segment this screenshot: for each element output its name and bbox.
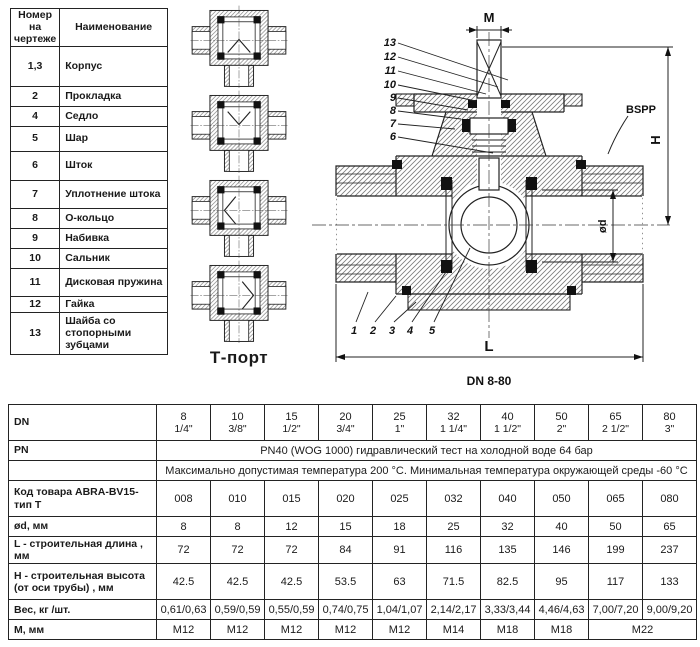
svg-text:8: 8 <box>389 105 396 117</box>
specs-row-thread: М, мм М12 М12 М12 М12 М12 М14 М18 М18 М22 <box>9 620 697 640</box>
specs-row-weight: Вес, кг /шт. 0,61/0,63 0,59/0,59 0,55/0,59 0,74/0,75 1,04/1,07 2,14/2,17 3,33/3,44 4,46/4,63 7,00/7,20 9,00/9,20 <box>9 600 697 620</box>
parts-row: 7 Уплотнение штока <box>11 181 168 209</box>
parts-row: 5 Шар <box>11 127 168 152</box>
thread-standard-label: BSPP <box>626 104 656 116</box>
parts-header-row <box>11 9 168 47</box>
specs-table <box>8 404 697 640</box>
dim-label-od: ød <box>597 219 609 233</box>
svg-text:3: 3 <box>388 325 396 337</box>
parts-row: 13 Шайба со стопорными зубцами <box>11 313 168 355</box>
specs-row-pn: PN PN40 (WOG 1000) гидравлический тест на холодной воде 64 бар <box>9 441 697 461</box>
t-port-diagram-4 <box>181 259 297 343</box>
svg-text:12: 12 <box>383 51 396 63</box>
dim-label-l: L <box>484 338 494 355</box>
specs-row-temp: Максимально допустимая температура 200 °C. Минимальная температура окружающей среды -60 °C <box>9 461 697 481</box>
svg-text:2: 2 <box>369 325 377 337</box>
t-port-diagram-2 <box>181 89 297 173</box>
parts-row: 4 Седло <box>11 107 168 127</box>
parts-row: 10 Сальник <box>11 249 168 269</box>
svg-text:4: 4 <box>406 325 414 337</box>
parts-row: 12 Гайка <box>11 297 168 313</box>
t-port-diagrams <box>180 4 298 368</box>
specs-row-height: H - строительная высота (от оси трубы) , мм 42.5 42.5 42.5 53.5 63 71.5 82.5 95 117 133 <box>9 564 697 600</box>
parts-header-number: Номер на чертеже <box>11 9 60 47</box>
svg-text:10: 10 <box>383 79 396 91</box>
t-port-diagram-3 <box>181 174 297 258</box>
specs-row-dn: DN 8 1/4" 10 3/8" 15 1/2" 20 3/4" 25 1" 32 1 1/4" 40 1 1/2" 50 2" 65 2 1/2" 80 3" <box>9 405 697 441</box>
svg-text:7: 7 <box>389 118 396 130</box>
parts-row: 2 Прокладка <box>11 87 168 107</box>
parts-table <box>10 8 168 355</box>
dn-range-label: DN 8-80 <box>466 374 512 388</box>
dim-label-h: H <box>648 135 663 145</box>
svg-text:5: 5 <box>428 325 436 337</box>
parts-row: 1,3 Корпус <box>11 47 168 87</box>
parts-header-name: Наименование <box>60 9 168 47</box>
parts-row: 6 Шток <box>11 152 168 181</box>
parts-row: 11 Дисковая пружина <box>11 269 168 297</box>
specs-row-length: L - строительная длина , мм 72 72 72 84 91 116 135 146 199 237 <box>9 537 697 564</box>
specs-row-code: Код товара ABRA-BV15-тип Т 008 010 015 020 025 032 040 050 065 080 <box>9 481 697 517</box>
svg-text:1: 1 <box>350 325 358 337</box>
t-port-label: Т-порт <box>209 348 269 367</box>
svg-text:6: 6 <box>389 131 396 143</box>
t-port-diagram-1 <box>181 4 297 88</box>
parts-row: 8 О-кольцо <box>11 209 168 229</box>
parts-row: 9 Набивка <box>11 229 168 249</box>
svg-text:11: 11 <box>384 65 396 77</box>
valve-section-drawing <box>296 0 700 395</box>
svg-text:13: 13 <box>383 37 396 49</box>
dim-label-m: M <box>483 10 495 25</box>
specs-row-bore: ød, мм 8 8 12 15 18 25 32 40 50 65 <box>9 517 697 537</box>
svg-text:9: 9 <box>389 92 396 104</box>
